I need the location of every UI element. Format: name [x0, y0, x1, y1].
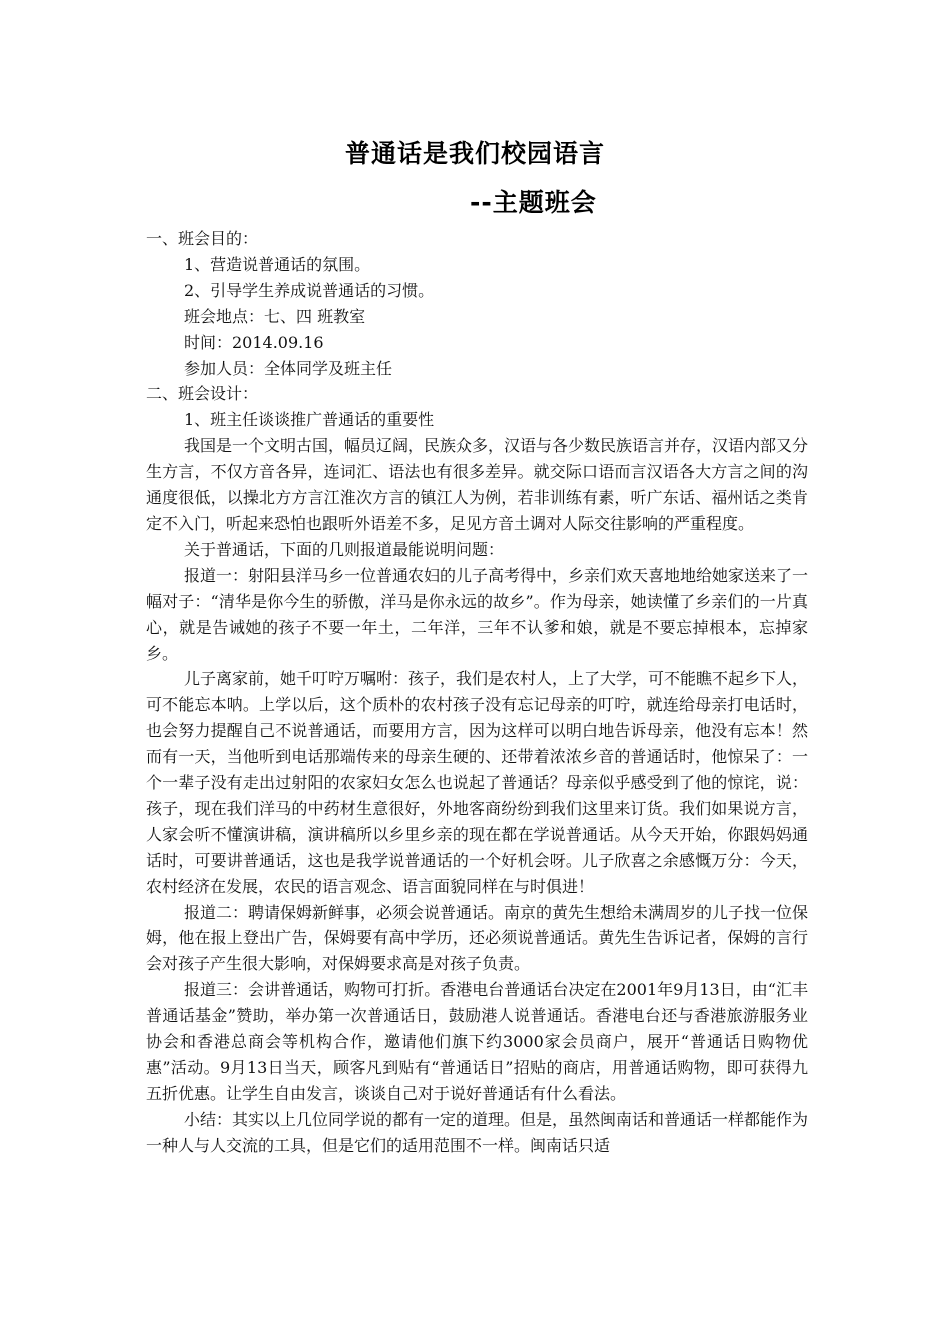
document-paragraph: 一、班会目的： — [146, 229, 259, 248]
document-paragraph: 班会地点：七、四 班教室 — [184, 306, 366, 326]
document-paragraph: 二、班会设计： — [146, 384, 259, 404]
document-body — [146, 226, 808, 1159]
document-paragraph: 报道三：会讲普通话，购物可打折。香港电台普通话台决定在2001年9月13日，由“汇丰普通话基金”赞助，举办第一次普通话日，鼓励港人说普通话。香港电台还与香港旅游服务业协会和香港总商会等机构合作，邀请他们旗下约3000家会员商户，展开“普通话日购物优惠”活动。9月13日当天，顾客凡到贴有“普通话日”招贴的商店，用普通话购物，即可获得九五折优惠。让学生自由发言，谈谈自己对于说好普通话有什么看法。 — [146, 980, 808, 1103]
document-paragraph: 报道二：聘请保姆新鲜事，必须会说普通话。南京的黄先生想给未满周岁的儿子找一位保姆，他在报上登出广告，保姆要有高中学历，还必须说普通话。黄先生告诉记者，保姆的言行会对孩子产生很大影响，对保姆要求高是对孩子负责。 — [146, 902, 809, 974]
document-paragraph: 2、引导学生养成说普通话的习惯。 — [184, 280, 435, 300]
document-paragraph: 报道一：射阳县洋马乡一位普通农妇的儿子高考得中，乡亲们欢天喜地地给她家送来了一幅对子：“清华是你今生的骄傲，洋马是你永远的故乡”。作为母亲，她读懂了乡亲们的一片真心，就是告诫她的孩子不要一年土，二年洋，三年不认爹和娘，就是不要忘掉根本，忘掉家乡。 — [146, 565, 809, 663]
document-paragraph: 1、营造说普通话的氛围。 — [184, 254, 371, 274]
document-paragraph: 儿子离家前，她千叮咛万嘱咐：孩子，我们是农村人，上了大学，可不能瞧不起乡下人，可不能忘本呐。上学以后，这个质朴的农村孩子没有忘记母亲的叮咛，就连给母亲打电话时，也会努力提醒自己不说普通话，而要用方言，因为这样可以明白地告诉母亲，他没有忘本！然而有一天，当他听到电话那端传来的母亲生硬的、还带着浓浓乡音的普通话时，他惊呆了：一个一辈子没有走出过射阳的农家妇女怎么也说起了普通话？母亲似乎感受到了他的惊诧，说：孩子，现在我们洋马的中药材生意很好，外地客商纷纷到我们这里来订货。我们如果说方言，人家会听不懂演讲稿，演讲稿所以乡里乡亲的现在都在学说普通话。从今天开始，你跟妈妈通话时，可要讲普通话，这也是我学说普通话的一个好机会呀。儿子欣喜之余感慨万分：今天，农村经济在发展，农民的语言观念、语言面貌同样在与时俱进！ — [146, 669, 809, 896]
document-subtitle: --主题班会 — [470, 188, 597, 217]
document-paragraph: 小结：其实以上几位同学说的都有一定的道理。但是，虽然闽南话和普通话一样都能作为一种人与人交流的工具，但是它们的适用范围不一样。闽南话只适 — [146, 1109, 809, 1155]
document-paragraph: 参加人员：全体同学及班主任 — [184, 358, 393, 378]
document-paragraph: 时间：2014.09.16 — [184, 332, 324, 352]
document-title: 普通话是我们校园语言 — [344, 139, 605, 168]
document-paragraph: 1、班主任谈谈推广普通话的重要性 — [184, 410, 435, 430]
document-paragraph: 关于普通话，下面的几则报道最能说明问题： — [184, 539, 505, 559]
document-paragraph: 我国是一个文明古国，幅员辽阔，民族众多，汉语与各少数民族语言并存，汉语内部又分生方言，不仅方音各异，连词汇、语法也有很多差异。就交际口语而言汉语各大方言之间的沟通度很低，以操北方方言江淮次方言的镇江人为例，若非训练有素，听广东话、福州话之类肯定不入门，听起来恐怕也跟听外语差不多，足见方音土调对人际交往影响的严重程度。 — [146, 436, 809, 533]
